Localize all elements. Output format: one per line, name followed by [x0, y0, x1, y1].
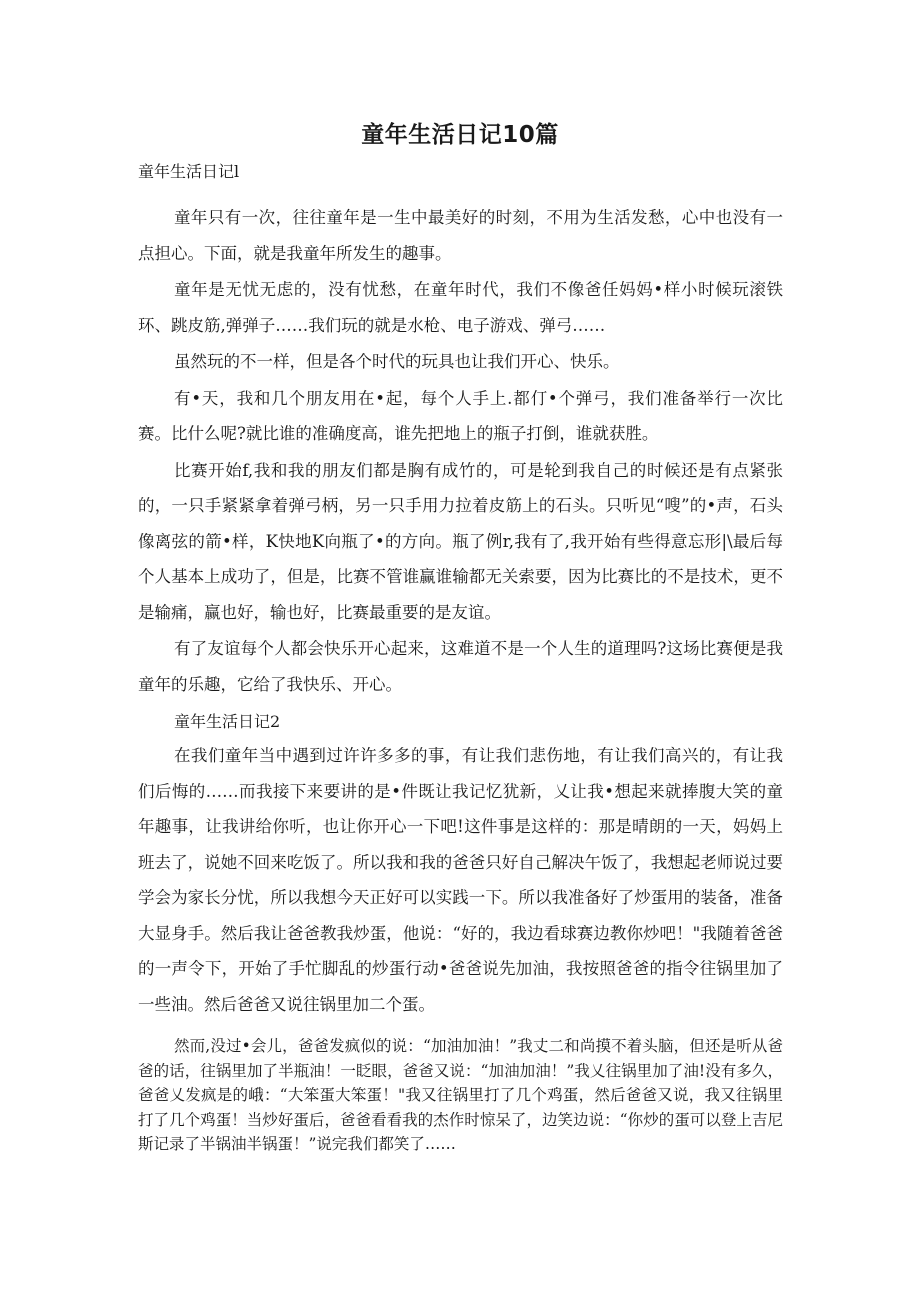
document-title: 童年生活日记10篇 [361, 122, 559, 148]
paragraph: 童年是无忧无虑的，没有忧愁，在童年时代，我们不像爸任妈妈•样小时候玩滚铁环、跳皮筋,弹弹子……我们玩的就是水枪、电子游戏、弹弓…… [138, 280, 783, 335]
paragraph: 童年只有一次，往往童年是一生中最美好的时刻，不用为生活发愁，心中也没有一点担心。下面，就是我童年所发生的趣事。 [138, 208, 783, 263]
paragraph: 在我们童年当中遇到过许许多多的事，有让我们悲伤地，有让我们高兴的，有让我们后悔的……而我接下来要讲的是•件既让我记忆犹新，乂让我•想起来就捧腹大笑的童年趣事，让我讲给你听，也让你开心一下吧!这件事是这样的：那是晴朗的一天，妈妈上班去了，说她不回来吃饭了。所以我和我的爸爸只好自己解决午饭了，我想起老师说过要学会为家长分忧，所以我想今天正好可以实践一下。所以我准备好了炒蛋用的装备，准备大显身手。然后我让爸爸教我炒蛋，他说：“好的，我边看球赛边教你炒吧！"我随着爸爸的一声令下，开始了手忙脚乱的炒蛋行动•爸爸说先加油，我按照爸爸的指令往锅里加了一些油。然后爸爸又说往锅里加二个蛋。 [138, 746, 783, 1014]
paragraph: 然而,没过•会儿，爸爸发疯似的说：“加油加油！”我丈二和尚摸不着头脑，但还是听从爸爸的话，往锅里加了半瓶油！一眨眼，爸爸又说：“加油加油！”我乂往锅里加了油!没有多久，爸爸乂发疯是的峨：“大笨蛋大笨蛋！"我又往锅里打了几个鸡蛋，然后爸爸又说，我又往锅里打了几个鸡蛋！当炒好蛋后，爸爸看看我的杰作时惊呆了，边笑边说：“你炒的蛋可以登上吉尼斯记录了半锅油半锅蛋！”说完我们都笑了…… [138, 1037, 783, 1153]
paragraph: 有了友谊每个人都会快乐开心起来，这难道不是一个人生的道理吗?这场比赛便是我童年的乐趣，它给了我快乐、开心。 [138, 639, 783, 694]
section-heading-1: 童年生活日记l [138, 162, 240, 181]
paragraph: 比赛开始f,我和我的朋友们都是胸有成竹的，可是轮到我自己的时候还是有点紧张的，一只手紧紧拿着弹弓柄，另一只手用力拉着皮筋上的石头。只听见“嗖”的•声，石头像离弦的箭•样，K快地K向瓶了•的方向。瓶了例r,我有了,我开始有些得意忘形|\最后每个人基本上成功了，但是，比赛不管谁赢谁输都无关索要，因为比赛比的不是技术，更不是输痛，赢也好，输也好，比赛最重要的是友谊。 [138, 460, 783, 622]
paragraph: 有•天，我和几个朋友用在•起，每个人手上.都仃•个弹弓，我们准备举行一次比赛。比什么呢?就比谁的准确度高，谁先把地上的瓶子打倒，谁就获胜。 [138, 388, 783, 443]
section-heading-2: 童年生活日记2 [174, 712, 281, 731]
document-body [138, 156, 783, 1158]
paragraph: 虽然玩的不一样，但是各个时代的玩具也让我们开心、快乐。 [174, 352, 620, 371]
